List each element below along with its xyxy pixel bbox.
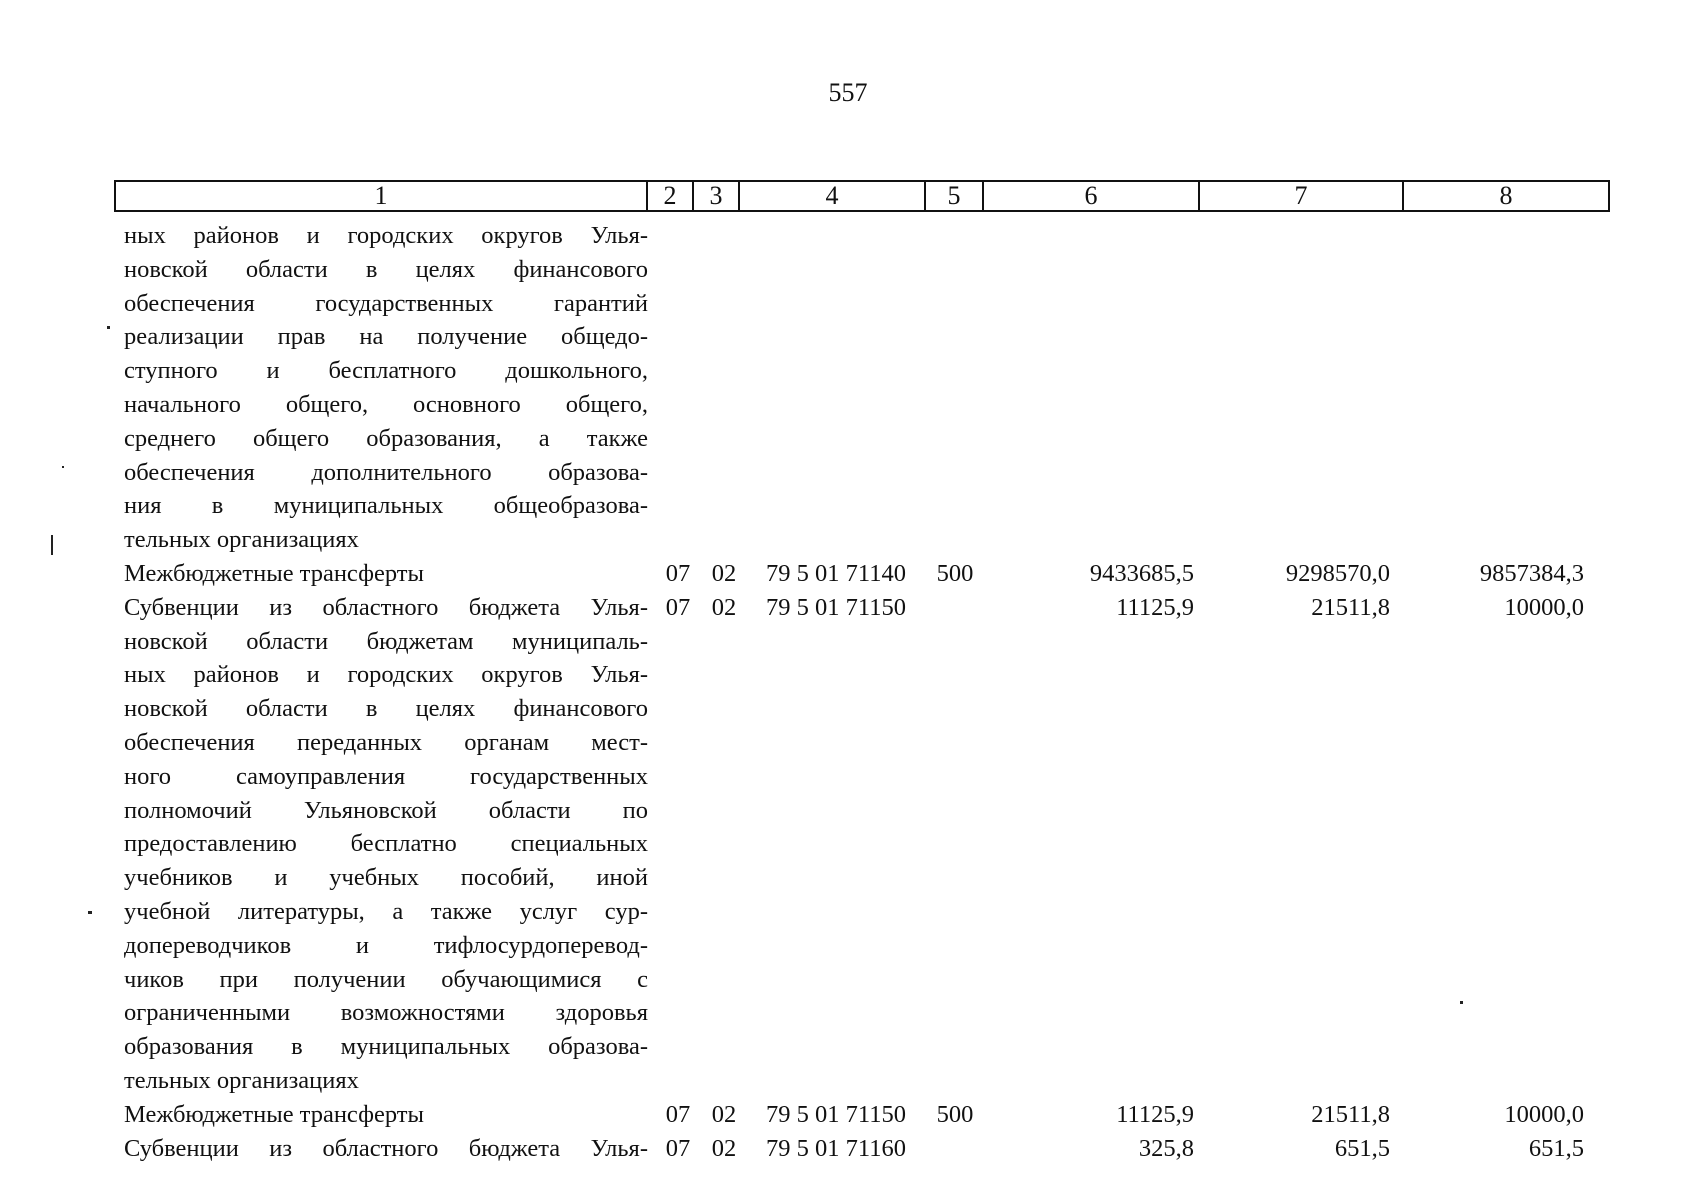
table-line [114,794,1610,828]
header-col-2: 2 [648,182,694,210]
description-text: образования в муниципальных образова- [124,1033,648,1061]
description-text: обеспечения государственных гарантий [124,289,648,317]
description-text: ограниченными возможностями здоровья [124,999,648,1027]
cell-col-8: 10000,0 [1504,1100,1584,1128]
page-number: 557 [828,78,868,107]
table-line [114,692,1610,726]
table-line [114,1132,1610,1166]
description-text: новской области бюджетам муниципаль- [124,627,648,655]
description-text: начального общего, основного общего, [124,390,648,418]
description-text: ния в муниципальных общеобразова- [124,492,648,520]
cell-col-2: 07 [665,559,691,587]
cell-col-5: 500 [936,1100,974,1128]
table-line [114,456,1610,490]
table-line [114,1064,1610,1098]
table-line [114,1098,1610,1132]
cell-col-8: 651,5 [1528,1134,1584,1162]
cell-col-8: 9857384,3 [1479,559,1584,587]
table-line [114,388,1610,422]
table-line [114,591,1610,625]
description-text: ного самоуправления государственных [124,762,648,790]
header-col-4: 4 [740,182,926,210]
table-line [114,895,1610,929]
table-line [114,963,1610,997]
cell-col-6: 9433685,5 [1089,559,1194,587]
description-text: Межбюджетные трансферты [124,559,424,587]
description-text: новской области в целях финансового [124,255,648,283]
description-text: чиков при получении обучающимися с [124,965,648,993]
description-text: ных районов и городских округов Улья- [124,222,648,249]
table-line [114,320,1610,354]
cell-col-7: 21511,8 [1311,1100,1390,1128]
description-text: допереводчиков и тифлосурдоперевод- [124,931,648,959]
cell-col-7: 651,5 [1334,1134,1390,1162]
description-text: тельных организациях [124,1066,359,1094]
cell-col-5: 500 [936,559,974,587]
cell-col-4: 79 5 01 71150 [766,1100,906,1128]
cell-col-6: 11125,9 [1116,1100,1194,1128]
header-col-8: 8 [1499,181,1513,210]
cell-col-3: 02 [711,559,737,587]
description-text: учебной литературы, а также услуг сур- [124,897,648,925]
scan-mark [51,535,53,555]
table-line [114,557,1610,591]
table-line [114,760,1610,794]
description-text: обеспечения дополнительного образова- [124,458,648,486]
cell-col-6: 11125,9 [1116,593,1194,621]
cell-col-2: 07 [665,1100,691,1128]
table-body [114,219,1610,1165]
header-col-3: 3 [694,182,740,210]
cell-col-3: 02 [711,1134,737,1162]
header-col-7: 7 [1200,182,1404,210]
cell-col-2: 07 [665,593,691,621]
scan-mark [107,326,110,329]
scan-mark [62,466,64,468]
table-line [114,658,1610,692]
description-text: обеспечения переданных органам мест- [124,728,648,756]
table-line [114,996,1610,1030]
header-col-5: 5 [926,182,984,210]
cell-col-4: 79 5 01 71150 [766,593,906,621]
table-line [114,354,1610,388]
description-text: полномочий Ульяновской области по [124,796,648,824]
table-line [114,726,1610,760]
cell-col-7: 9298570,0 [1285,559,1390,587]
table-line [114,625,1610,659]
description-text: тельных организациях [124,526,359,554]
cell-col-3: 02 [711,593,737,621]
cell-col-2: 07 [665,1134,691,1162]
table-line [114,489,1610,523]
table-line [114,422,1610,456]
cell-col-4: 79 5 01 71140 [766,559,906,587]
table-line [114,861,1610,895]
description-text: ступного и бесплатного дошкольного, [124,357,648,385]
scan-mark [1460,1001,1463,1004]
table-line [114,827,1610,861]
cell-col-6: 325,8 [1138,1134,1194,1162]
table-line [114,1030,1610,1064]
table-line [114,523,1610,557]
table-line [114,929,1610,963]
table-line [114,287,1610,321]
description-text: учебников и учебных пособий, иной [124,864,648,892]
table-line [114,219,1610,253]
header-col-6: 6 [984,182,1200,210]
header-col-1: 1 [116,182,648,210]
scan-mark [88,911,92,914]
cell-col-7: 21511,8 [1311,593,1390,621]
description-text: Субвенции из областного бюджета Улья- [124,1134,648,1162]
description-text: реализации прав на получение общедо- [124,323,648,351]
description-text: предоставлению бесплатно специальных [124,830,648,858]
cell-col-4: 79 5 01 71160 [766,1134,906,1162]
description-text: среднего общего образования, а также [124,424,648,452]
description-text: ных районов и городских округов Улья- [124,661,648,689]
cell-col-8: 10000,0 [1504,593,1584,621]
description-text: Межбюджетные трансферты [124,1100,424,1128]
description-text: Субвенции из областного бюджета Улья- [124,593,648,621]
table-header-row [114,180,1610,212]
cell-col-3: 02 [711,1100,737,1128]
description-text: новской области в целях финансового [124,695,648,723]
table-line [114,253,1610,287]
